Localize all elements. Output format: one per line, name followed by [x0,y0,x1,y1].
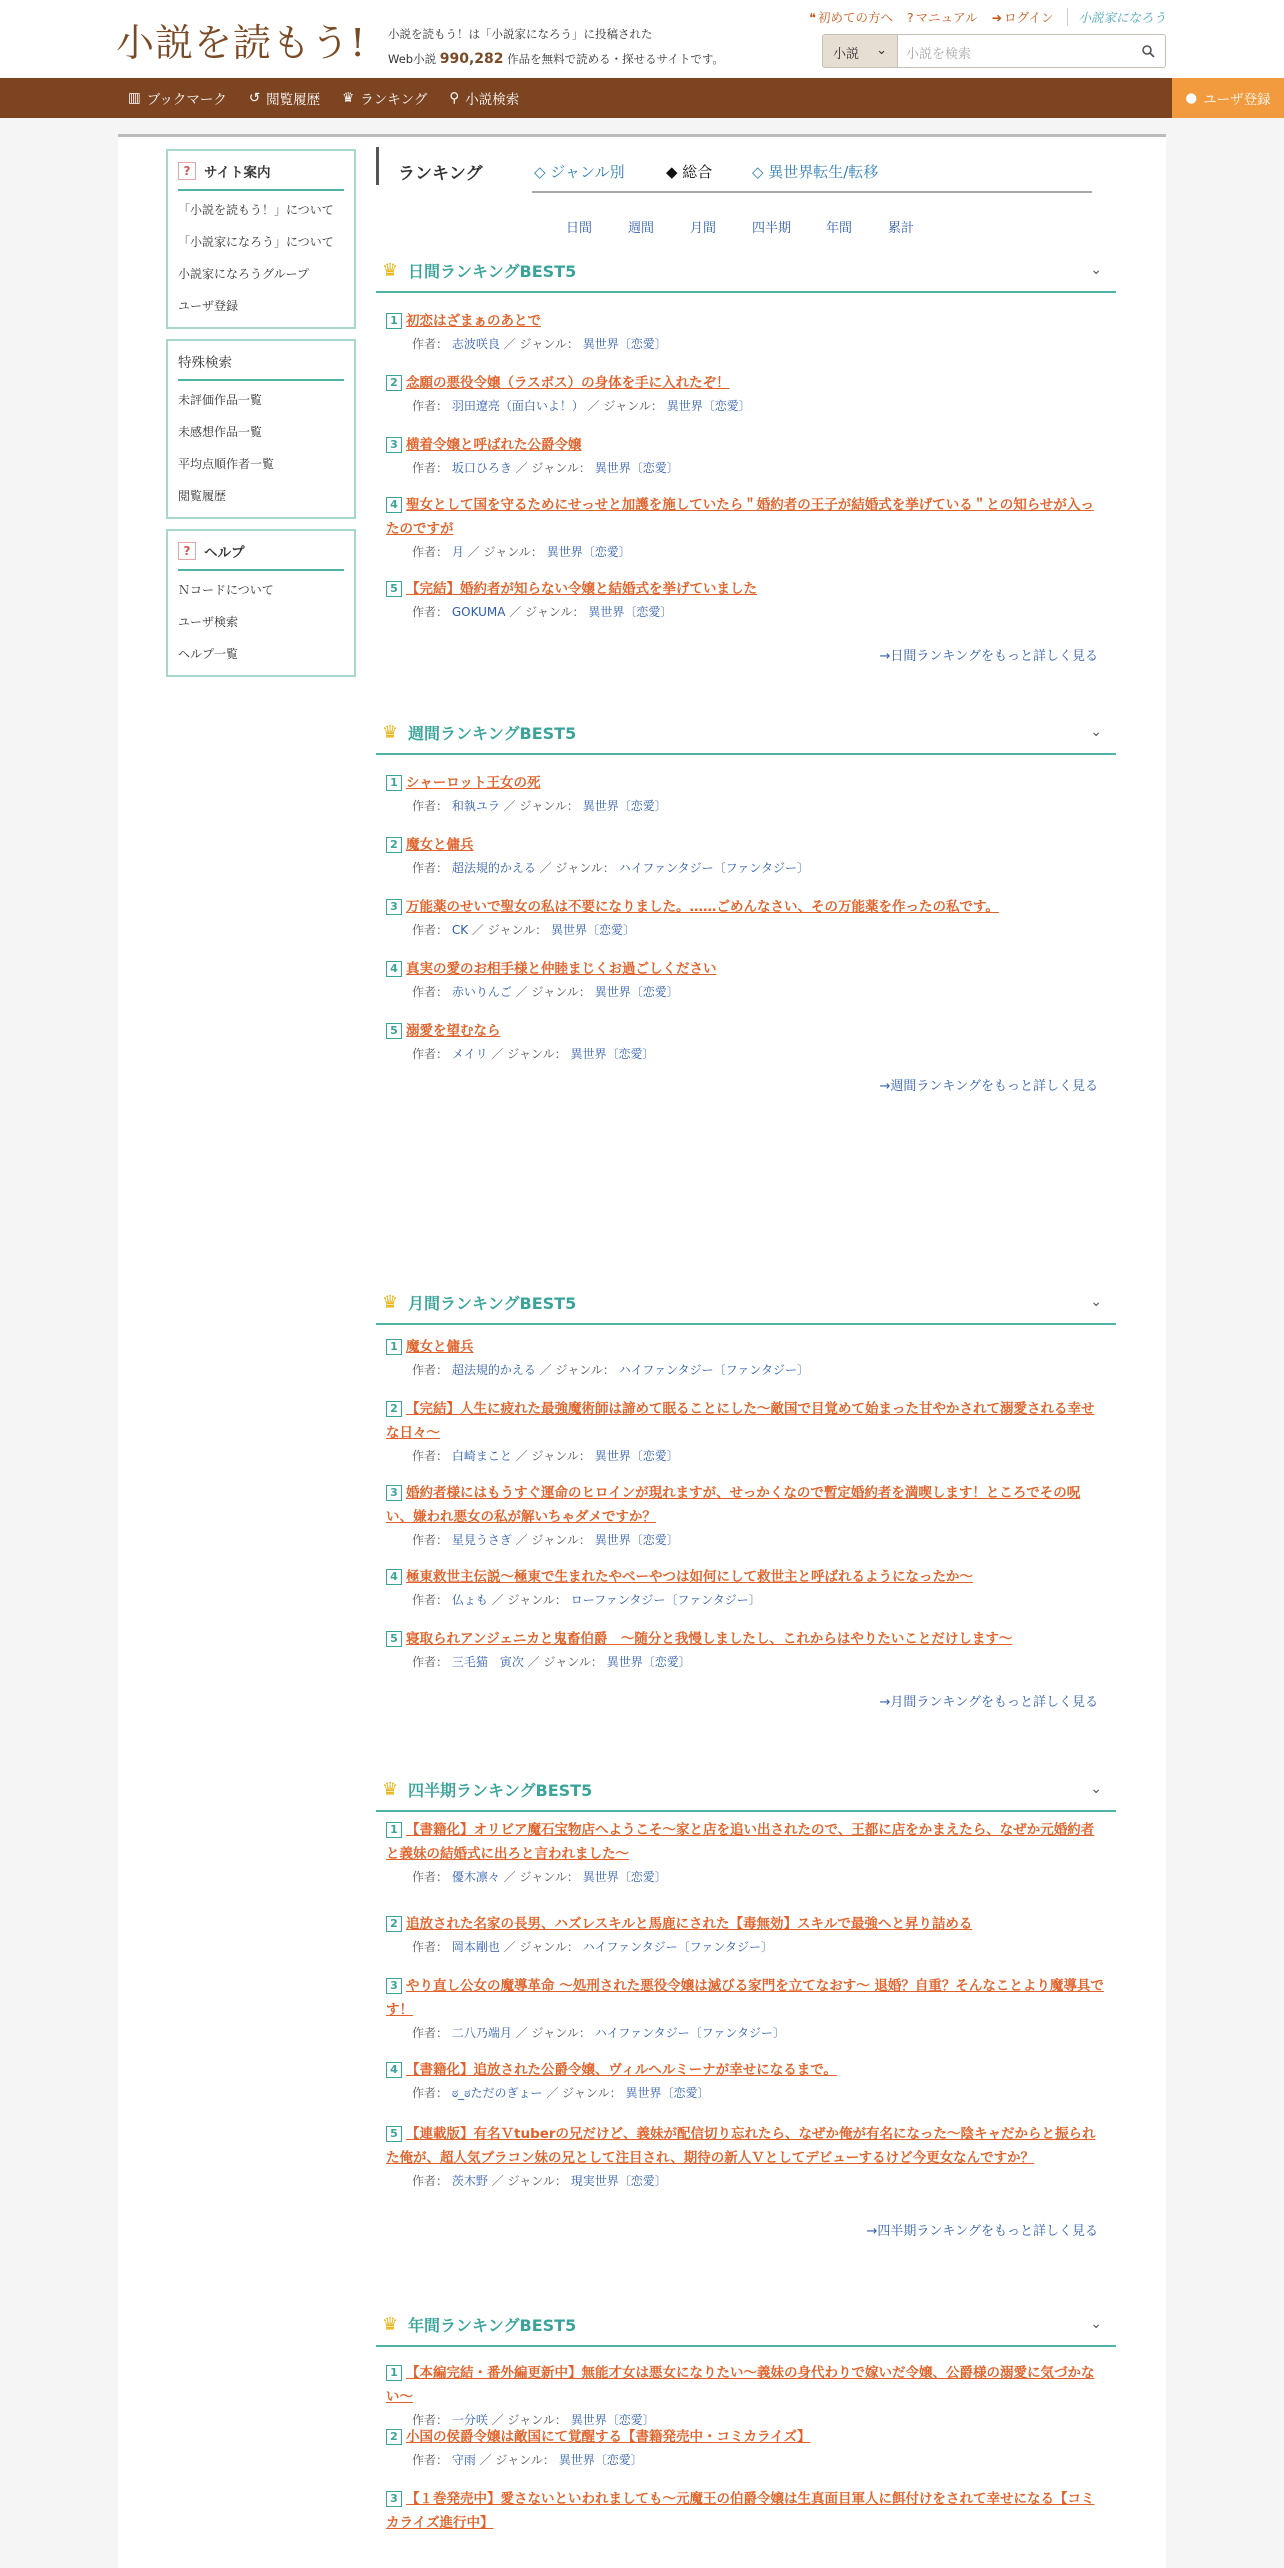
content-wrapper [118,134,1166,2568]
author-label: 作者： [412,2413,452,2427]
author-link[interactable]: 坂口ひろき [451,461,512,475]
author-label: 作者： [412,2026,452,2040]
rank-number: 2 [386,2429,402,2445]
novel-meta [386,1043,1106,1065]
genre-link[interactable]: 異世界〔恋愛〕 [582,337,667,351]
rank-number: 3 [386,2491,402,2507]
login-icon: ➜ [991,10,1003,25]
author-link[interactable]: 超法規的かえる [451,1363,536,1377]
rank-number: 4 [386,961,402,977]
section-title: 四半期ランキングBEST5 [408,1780,593,1800]
search-category-select[interactable]: 小説 ⌄ [822,34,898,68]
novel-title-link[interactable]: 追放された名家の長男、ハズレスキルと馬鹿にされた【毒無効】スキルで最強へと昇り詰める [406,1916,973,1932]
author-label: 作者： [412,605,452,619]
novel-title-link[interactable]: 横着令嬢と呼ばれた公爵令嬢 [406,437,582,453]
novel-meta [386,1936,1106,1958]
author-link[interactable]: 三毛猫 寅次 [451,1655,524,1669]
ranking-item [386,1019,1106,1065]
author-link[interactable]: 守雨 [451,2453,476,2467]
author-link[interactable]: 仏ょも [451,1593,488,1607]
ranking-section-weekly [376,711,1116,1094]
main-nav [0,78,1284,118]
special-search-box: 特殊検索 未評価作品一覧 未感想作品一覧 平均点順作者一覧 閲覧履歴 [166,339,356,519]
novel-title-link[interactable]: 極東救世主伝説～極東で生まれたやべーやつは如何にして救世主と呼ばれるようになったか～ [406,1569,973,1585]
ranking-item [386,957,1106,1003]
genre-link[interactable]: 異世界〔恋愛〕 [582,1870,667,1884]
sidebar-item-history[interactable]: 閲覧履歴 [178,489,227,503]
top-links [809,8,1166,26]
rank-number: 3 [386,1485,402,1501]
sidebar-item-about-yomou[interactable]: 「小説を読もう！」について [178,203,334,217]
sidebar-item-group[interactable]: 小説家になろうグループ [178,267,310,281]
rank-number: 1 [386,1339,402,1355]
nav-search[interactable]: ⚲ 小説検索 [449,90,520,108]
ranking-item [386,2425,1106,2471]
author-label: 作者： [412,1655,452,1669]
genre-label: ／ ジャンル： [523,1655,607,1669]
search-input[interactable]: 小説を検索 [898,34,1130,68]
author-label: 作者： [412,1449,452,1463]
search-icon [1141,44,1155,58]
crown-icon: ♛ [382,259,399,281]
site-guide-box: ? サイト案内 「小説を読もう！」について 「小説家になろう」について 小説家になろうグループ ユーザ登録 [166,149,356,329]
novel-title-link[interactable]: やり直し公女の魔導革命 〜処刑された悪役令嬢は滅びる家門を立てなおす〜 退婚？自重？そんなことより魔導具です！ [386,1978,1104,2018]
genre-link[interactable]: 異世界〔恋愛〕 [550,923,635,937]
first-time-link[interactable]: ❝ 初めての方へ [809,10,893,25]
ranking-item [386,309,1106,355]
rank-number: 5 [386,1023,402,1039]
rank-number: 3 [386,899,402,915]
nav-history[interactable]: ↺ 閲覧履歴 [248,90,321,108]
section-header[interactable] [376,1281,1116,1325]
genre-label: ／ ジャンル： [487,2413,571,2427]
author-link[interactable]: 星見うさぎ [451,1533,512,1547]
chevron-down-icon[interactable]: ⌄ [1090,1781,1102,1797]
genre-label: ／ ジャンル： [535,1363,619,1377]
genre-label: ／ ジャンル： [499,799,583,813]
novel-title-link[interactable]: 聖女として国を守るためにせっせと加護を施していたら＂婚約者の王子が結婚式を挙げている＂との知らせが入ったのですが [386,497,1094,537]
question-icon: ? [178,542,196,560]
novel-meta [386,981,1106,1003]
period-cumulative[interactable]: 累計 [888,221,915,236]
section-header[interactable] [376,249,1116,293]
question-icon: ? [178,162,196,180]
more-ranking-link[interactable]: →日間ランキングをもっと詳しく見る [879,649,1098,664]
tab-total[interactable]: ◆ 総合 [666,163,713,181]
novel-meta [386,541,1106,563]
novel-title-link[interactable]: 真実の愛のお相手様と仲睦まじくお過ごしください [406,961,717,977]
period-monthly[interactable]: 月間 [690,221,717,236]
novel-meta [386,601,1106,623]
ranking-item [386,895,1106,941]
ranking-item [386,771,1106,817]
author-label: 作者： [412,1047,452,1061]
ranking-section-yearly [376,2303,1116,2531]
genre-link[interactable]: ハイファンタジー〔ファンタジー〕 [594,2026,785,2040]
genre-label: ／ ジャンル： [511,985,595,999]
period-daily[interactable]: 日間 [566,221,593,236]
rank-number: 1 [386,1822,402,1838]
author-link[interactable]: ಠ_ಠただのぎょー [451,2086,543,2100]
narou-logo-link[interactable]: 小説家になろう [1067,8,1166,26]
author-label: 作者： [412,1363,452,1377]
novel-title-link[interactable]: 寝取られアンジェニカと鬼畜伯爵 ～随分と我慢しましたし、これからはやりたいことだけします～ [406,1631,1013,1647]
site-logo[interactable]: 小説を読もう! [116,21,367,65]
author-label: 作者： [412,399,452,413]
novel-title-link[interactable]: 【書籍化】追放された公爵令嬢、ヴィルヘルミーナが幸せになるまで。 [406,2062,837,2078]
novel-meta [386,395,1106,417]
novel-title-link[interactable]: 【完結】婚約者が知らない令嬢と結婚式を挙げていました [406,581,757,597]
genre-label: ／ ジャンル： [542,2086,626,2100]
sidebar [166,149,356,687]
rank-number: 5 [386,2126,402,2142]
crown-icon: ♛ [382,1778,399,1800]
genre-link[interactable]: ハイファンタジー〔ファンタジー〕 [618,1363,809,1377]
genre-link[interactable]: 異世界〔恋愛〕 [594,1449,679,1463]
bookmark-icon: ❝ [809,10,816,25]
novel-title-link[interactable]: 【書籍化】オリビア魔石宝物店へようこそ～家と店を追い出されたので、王都に店をかまえたら、なぜか元婚約者と義妹の結婚式に出ろと言われました～ [386,1822,1095,1862]
genre-label: ／ ジャンル： [499,1870,583,1884]
page-title: ランキング [398,164,483,184]
novel-title-link[interactable]: 溺愛を望むなら [406,1023,501,1039]
sidebar-item-unrated[interactable]: 未評価作品一覧 [178,393,263,407]
crown-icon: ♛ [342,90,355,106]
search-button[interactable] [1130,34,1166,68]
novel-title-link[interactable]: 万能薬のせいで聖女の私は不要になりました。……ごめんなさい、その万能薬を作ったの私です。 [406,899,999,915]
author-link[interactable]: 茨木野 [451,2174,488,2188]
question-icon: ? [906,10,914,25]
author-label: 作者： [412,1533,452,1547]
genre-label: ／ ジャンル： [499,337,583,351]
ranking-item [386,1627,1106,1673]
novel-meta [386,1866,1106,1888]
period-weekly[interactable]: 週間 [628,221,655,236]
author-link[interactable]: 優木凛々 [451,1870,500,1884]
ranking-item [386,577,1106,623]
genre-link[interactable]: 異世界〔恋愛〕 [594,1533,679,1547]
rank-number: 1 [386,775,402,791]
novel-meta [386,2082,1106,2104]
main-content [376,137,1116,2531]
ranking-item [386,1818,1106,1888]
ranking-tabs [376,137,1116,207]
sidebar-item-user-search[interactable]: ユーザ検索 [178,615,239,629]
genre-link[interactable]: 異世界〔恋愛〕 [666,399,751,413]
ranking-item [386,833,1106,879]
author-link[interactable]: 志波咲良 [451,337,500,351]
genre-label: ／ ジャンル： [511,2026,595,2040]
author-label: 作者： [412,337,452,351]
genre-link[interactable]: 異世界〔恋愛〕 [588,605,673,619]
manual-link[interactable]: ? マニュアル [906,10,978,25]
site-tagline: 小説を読もう！は「小説家になろう」に投稿された Web小説 990,282 作品を無料で読める・探せるサイトです。 [388,27,724,67]
author-link[interactable]: 和執ユラ [451,799,500,813]
genre-link[interactable]: ハイファンタジー〔ファンタジー〕 [618,861,809,875]
genre-label: ／ ジャンル： [487,1047,571,1061]
novel-title-link[interactable]: 小国の侯爵令嬢は敵国にて覚醒する【書籍発売中・コミカライズ】 [406,2429,811,2445]
ranking-item [386,2361,1106,2431]
sidebar-item-help-list[interactable]: ヘルプ一覧 [178,647,239,661]
author-link[interactable]: 白崎まこと [451,1449,512,1463]
author-label: 作者： [412,2453,452,2467]
novel-meta [386,2022,1106,2044]
novel-title-link[interactable]: 【本編完結・番外編更新中】無能才女は悪女になりたい～義妹の身代わりで嫁いだ令嬢、公爵様の溺愛に気づかない～ [386,2365,1095,2405]
sidebar-item-register[interactable]: ユーザ登録 [178,299,239,313]
rank-number: 4 [386,2062,402,2078]
genre-label: ／ ジャンル： [475,2453,559,2467]
section-header[interactable] [376,711,1116,755]
rank-number: 3 [386,1978,402,1994]
history-icon: ↺ [248,90,261,106]
rank-number: 5 [386,581,402,597]
ranking-section-daily [376,249,1116,664]
novel-title-link[interactable]: 【１巻発売中】愛さないといわれましても～元魔王の伯爵令嬢は生真面目軍人に餌付けをされて幸せになる【コミカライズ進行中】 [386,2491,1095,2531]
ranking-section-quarterly [376,1768,1116,2239]
novel-title-link[interactable]: 婚約者様にはもうすぐ運命のヒロインが現れますが、せっかくなので暫定婚約者を満喫します！ところでその呪い、嫌われ悪女の私が解いちゃダメですか？ [386,1485,1081,1525]
genre-link[interactable]: 異世界〔恋愛〕 [570,2413,655,2427]
novel-title-link[interactable]: シャーロット王女の死 [406,775,541,791]
author-link[interactable]: GOKUMA [451,605,506,619]
search-icon: ⚲ [449,90,460,106]
rank-number: 2 [386,1916,402,1932]
author-link[interactable]: CK [451,923,469,937]
section-title: 週間ランキングBEST5 [408,723,577,743]
genre-label: ／ ジャンル： [505,605,589,619]
more-ranking-link[interactable]: →四半期ランキングをもっと詳しく見る [866,2224,1098,2239]
login-link[interactable]: ➜ ログイン [991,10,1054,25]
novel-meta [386,1651,1106,1673]
author-label: 作者： [412,2086,452,2100]
chevron-down-icon[interactable]: ⌄ [1090,262,1102,278]
rank-number: 4 [386,497,402,513]
novel-title-link[interactable]: 初恋はざまぁのあとで [406,313,541,329]
search-form [822,34,1166,68]
ranking-item [386,371,1106,417]
genre-link[interactable]: 異世界〔恋愛〕 [606,1655,691,1669]
author-label: 作者： [412,461,452,475]
novel-count: 990,282 [439,51,504,67]
genre-link[interactable]: 異世界〔恋愛〕 [594,461,679,475]
author-label: 作者： [412,985,452,999]
tab-isekai[interactable]: ◇ 異世界転生/転移 [752,163,879,181]
novel-meta [386,919,1106,941]
period-links [376,207,1116,249]
ranking-item [386,2487,1106,2535]
author-label: 作者： [412,1870,452,1884]
genre-label: ／ ジャンル： [487,2174,571,2188]
chevron-down-icon: ⌄ [876,43,887,58]
ranking-item [386,2058,1106,2104]
rank-number: 2 [386,375,402,391]
chevron-down-icon[interactable]: ⌄ [1090,1294,1102,1310]
novel-meta [386,1445,1106,1467]
ranking-item [386,1565,1106,1611]
novel-title-link[interactable]: 【完結】人生に疲れた最強魔術師は諦めて眠ることにした〜敵国で目覚めて始まった甘やかされて溺愛される幸せな日々〜 [386,1401,1095,1441]
ranking-item [386,1397,1106,1467]
sidebar-item-about-narou[interactable]: 「小説家になろう」について [178,235,334,249]
section-header[interactable] [376,1768,1116,1812]
author-label: 作者： [412,923,452,937]
author-link[interactable]: メイリ [451,1047,488,1061]
rank-number: 4 [386,1569,402,1585]
author-link[interactable]: 赤いりんご [451,985,512,999]
genre-link[interactable]: 異世界〔恋愛〕 [625,2086,710,2100]
genre-label: ／ ジャンル： [535,861,619,875]
author-link[interactable]: 羽田遼亮（面白いよ！） [451,399,584,413]
genre-link[interactable]: 異世界〔恋愛〕 [582,799,667,813]
ranking-item [386,1912,1106,1958]
section-title: 月間ランキングBEST5 [408,1293,577,1313]
author-label: 作者： [412,1940,452,1954]
rank-number: 2 [386,1401,402,1417]
more-ranking-link[interactable]: →月間ランキングをもっと詳しく見る [879,1695,1098,1710]
nav-ranking[interactable]: ♛ ランキング [342,90,428,108]
bars-icon: ▥ [128,90,141,106]
author-label: 作者： [412,1593,452,1607]
crown-icon: ♛ [382,721,399,743]
ranking-item [386,1481,1106,1551]
section-title: 日間ランキングBEST5 [408,261,577,281]
novel-title-link[interactable]: 魔女と傭兵 [406,1339,474,1355]
ranking-item [386,1974,1106,2044]
period-yearly[interactable]: 年間 [826,221,853,236]
author-label: 作者： [412,861,452,875]
genre-link[interactable]: 異世界〔恋愛〕 [570,1047,655,1061]
novel-title-link[interactable]: 魔女と傭兵 [406,837,474,853]
help-box: ? ヘルプ Ｎコードについて ユーザ検索 ヘルプ一覧 [166,529,356,677]
author-link[interactable]: 一分咲 [451,2413,488,2427]
crown-icon: ♛ [382,2313,399,2335]
genre-label: ／ ジャンル： [487,1593,571,1607]
genre-label: ／ ジャンル： [468,923,551,937]
ranking-item [386,1335,1106,1381]
genre-link[interactable]: 現実世界〔恋愛〕 [570,2174,667,2188]
sidebar-item-author-average[interactable]: 平均点順作者一覧 [178,457,275,471]
genre-label: ／ ジャンル： [583,399,667,413]
rank-number: 5 [386,1631,402,1647]
genre-label: ／ ジャンル： [463,545,547,559]
rank-number: 1 [386,313,402,329]
rank-number: 1 [386,2365,402,2381]
genre-label: ／ ジャンル： [499,1940,583,1954]
genre-label: ／ ジャンル： [511,1449,595,1463]
genre-link[interactable]: 異世界〔恋愛〕 [594,985,679,999]
more-ranking-link[interactable]: →週間ランキングをもっと詳しく見る [879,1079,1098,1094]
author-link[interactable]: 二八乃端月 [451,2026,512,2040]
period-quarterly[interactable]: 四半期 [752,221,792,236]
tab-genre[interactable]: ◇ ジャンル別 [534,163,625,181]
site-header [0,0,1284,78]
ranking-item [386,2122,1106,2192]
author-label: 作者： [412,799,452,813]
novel-meta [386,1589,1106,1611]
author-label: 作者： [412,545,452,559]
nav-bookmark[interactable]: ▥ ブックマーク [128,90,227,108]
section-title: 年間ランキングBEST5 [408,2315,577,2335]
ranking-item [386,433,1106,479]
chevron-down-icon[interactable]: ⌄ [1090,724,1102,740]
ranking-section-monthly [376,1281,1116,1710]
novel-meta [386,333,1106,355]
sidebar-item-ncode[interactable]: Ｎコードについて [178,583,274,597]
rank-number: 3 [386,437,402,453]
novel-meta [386,1359,1106,1381]
genre-link[interactable]: 異世界〔恋愛〕 [546,545,631,559]
author-link[interactable]: 月 [451,545,464,559]
novel-meta [386,795,1106,817]
section-header[interactable] [376,2303,1116,2347]
genre-link[interactable]: 異世界〔恋愛〕 [558,2453,643,2467]
user-icon: ● [1185,90,1198,106]
sidebar-item-no-impression[interactable]: 未感想作品一覧 [178,425,263,439]
novel-meta [386,457,1106,479]
crown-icon: ♛ [382,1291,399,1313]
chevron-down-icon[interactable]: ⌄ [1090,2316,1102,2332]
novel-meta [386,1529,1106,1551]
genre-link[interactable]: ハイファンタジー〔ファンタジー〕 [582,1940,773,1954]
author-link[interactable]: 岡本剛也 [451,1940,500,1954]
novel-title-link[interactable]: 【連載版】有名Ｖtuberの兄だけど、義妹が配信切り忘れたら、なぜか俺が有名になった～陰キャだからと振られた俺が、超人気ブラコン妹の兄として注目され、期待の新人Ｖとしてデビューするけど今更女なんですか？ [386,2126,1096,2166]
genre-label: ／ ジャンル： [511,461,595,475]
author-label: 作者： [412,2174,452,2188]
user-register-button[interactable]: ● ユーザ登録 [1172,78,1284,118]
author-link[interactable]: 超法規的かえる [451,861,536,875]
novel-meta [386,2170,1106,2192]
novel-meta [386,2449,1106,2471]
novel-title-link[interactable]: 念願の悪役令嬢（ラスボス）の身体を手に入れたぞ！ [406,375,730,391]
ranking-item [386,493,1106,563]
rank-number: 2 [386,837,402,853]
novel-meta [386,857,1106,879]
genre-label: ／ ジャンル： [511,1533,595,1547]
genre-link[interactable]: ローファンタジー〔ファンタジー〕 [570,1593,761,1607]
